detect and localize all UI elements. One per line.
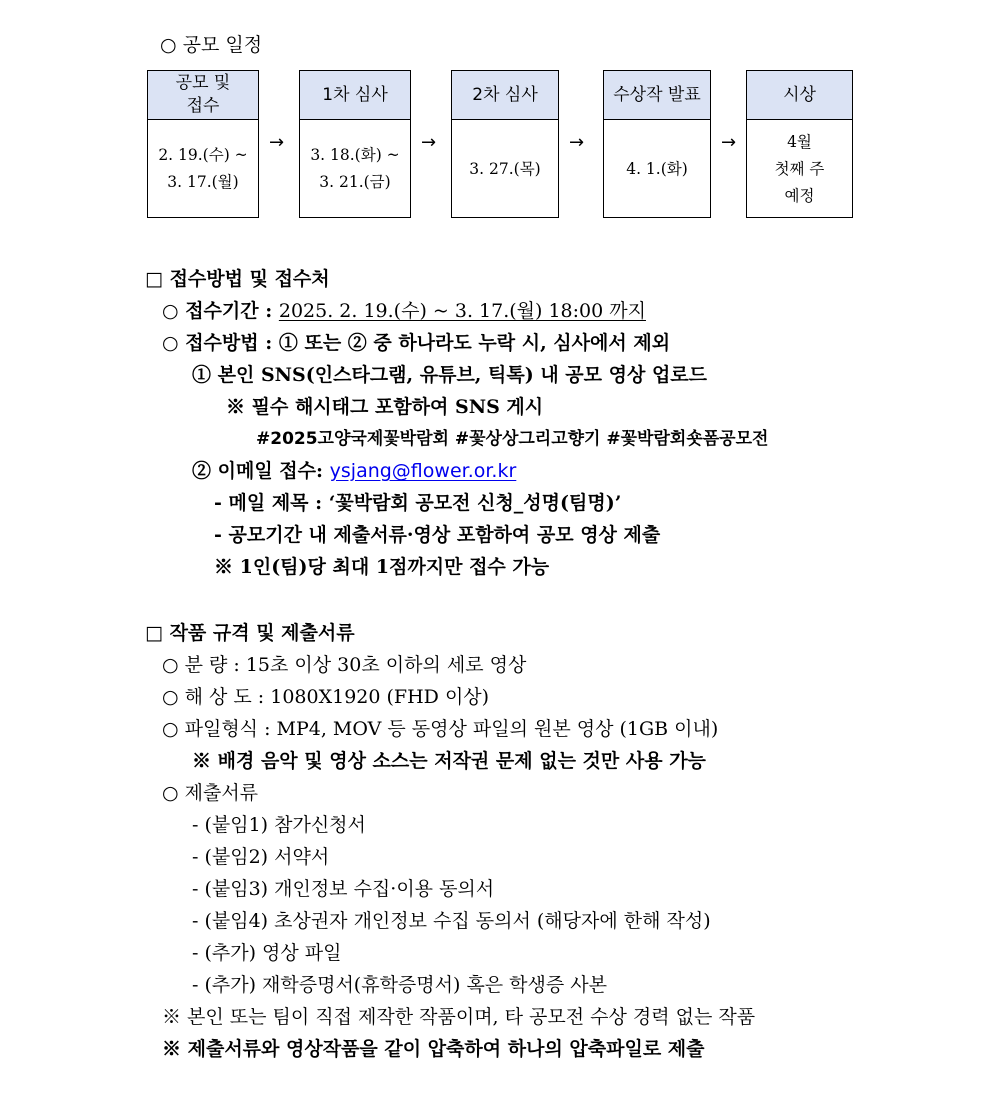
email-attach: - 공모기간 내 제출서류·영상 포함하여 공모 영상 제출 xyxy=(214,524,661,546)
doc-item: - (추가) 재학증명서(휴학증명서) 혹은 학생증 사본 xyxy=(192,974,607,996)
reception-email xyxy=(192,456,516,483)
reception-method: ○ 접수방법 : ① 또는 ② 중 하나라도 누락 시, 심사에서 제외 xyxy=(162,332,671,354)
email-label: ② 이메일 접수: xyxy=(192,460,330,482)
schedule-step-date: 2. 19.(수) ~ 3. 17.(월) xyxy=(158,146,248,191)
hashtag-note: ※ 필수 해시태그 포함하여 SNS 게시 xyxy=(226,396,544,418)
doc-item: - (붙임3) 개인정보 수집·이용 동의서 xyxy=(192,878,495,900)
arrow-icon: → xyxy=(421,132,437,153)
docs-title: ○ 제출서류 xyxy=(162,782,259,804)
arrow-icon: → xyxy=(569,132,585,153)
schedule-step-date: 4. 1.(화) xyxy=(626,159,688,178)
schedule-step-head: 수상작 발표 xyxy=(604,71,710,120)
schedule-step-date: 4월 첫째 주 예정 xyxy=(774,132,825,205)
schedule-title: ○ 공모 일정 xyxy=(160,34,263,56)
schedule-step-date: 3. 27.(목) xyxy=(469,159,541,178)
reception-period-label: ○ 접수기간 : xyxy=(162,300,279,322)
spec-resolution: ○ 해 상 도 : 1080X1920 (FHD 이상) xyxy=(162,686,490,708)
schedule-step-announcement xyxy=(603,70,711,218)
note-zip-submission: ※ 제출서류와 영상작품을 같이 압축하여 하나의 압축파일로 제출 xyxy=(162,1038,705,1060)
doc-item: - (붙임4) 초상권자 개인정보 수집 동의서 (해당자에 한해 작성) xyxy=(192,910,711,932)
schedule-step-first-review xyxy=(299,70,411,218)
reception-period-value: 2025. 2. 19.(수) ~ 3. 17.(월) 18:00 까지 xyxy=(278,300,646,322)
schedule-step-head: 1차 심사 xyxy=(300,71,410,120)
email-link[interactable]: ysjang@flower.or.kr xyxy=(329,460,517,482)
reception-period xyxy=(162,296,646,323)
doc-item: - (붙임1) 참가신청서 xyxy=(192,814,366,836)
hashtags: #2025고양국제꽃박람회 #꽃상상그리고향기 #꽃박람회숏폼공모전 xyxy=(256,429,769,449)
doc-item: - (붙임2) 서약서 xyxy=(192,846,330,868)
email-subject: - 메일 제목 : ‘꽃박람회 공모전 신청_성명(팀명)’ xyxy=(214,492,622,514)
schedule-step-application xyxy=(147,70,259,218)
section-heading-reception: □ 접수방법 및 접수처 xyxy=(145,268,330,290)
arrow-icon: → xyxy=(721,132,737,153)
copyright-note: ※ 배경 음악 및 영상 소스는 저작권 문제 없는 것만 사용 가능 xyxy=(192,750,706,772)
schedule-step-head: 공모 및 접수 xyxy=(148,71,258,120)
spec-format: ○ 파일형식 : MP4, MOV 등 동영상 파일의 원본 영상 (1GB 이내) xyxy=(162,718,719,740)
section-heading-specs: □ 작품 규격 및 제출서류 xyxy=(145,622,355,644)
reception-sns: ① 본인 SNS(인스타그램, 유튜브, 틱톡) 내 공모 영상 업로드 xyxy=(192,364,708,386)
note-original-work: ※ 본인 또는 팀이 직접 제작한 작품이며, 타 공모전 수상 경력 없는 작품 xyxy=(162,1006,756,1028)
spec-length: ○ 분 량 : 15초 이상 30초 이하의 세로 영상 xyxy=(162,654,527,676)
schedule-step-head: 2차 심사 xyxy=(452,71,558,120)
schedule-step-award xyxy=(746,70,853,218)
schedule-step-head: 시상 xyxy=(747,71,852,120)
limit-note: ※ 1인(팀)당 최대 1점까지만 접수 가능 xyxy=(214,556,550,578)
arrow-icon: → xyxy=(269,132,285,153)
schedule-step-date: 3. 18.(화) ~ 3. 21.(금) xyxy=(310,146,400,191)
doc-item: - (추가) 영상 파일 xyxy=(192,942,342,964)
schedule-step-second-review xyxy=(451,70,559,218)
